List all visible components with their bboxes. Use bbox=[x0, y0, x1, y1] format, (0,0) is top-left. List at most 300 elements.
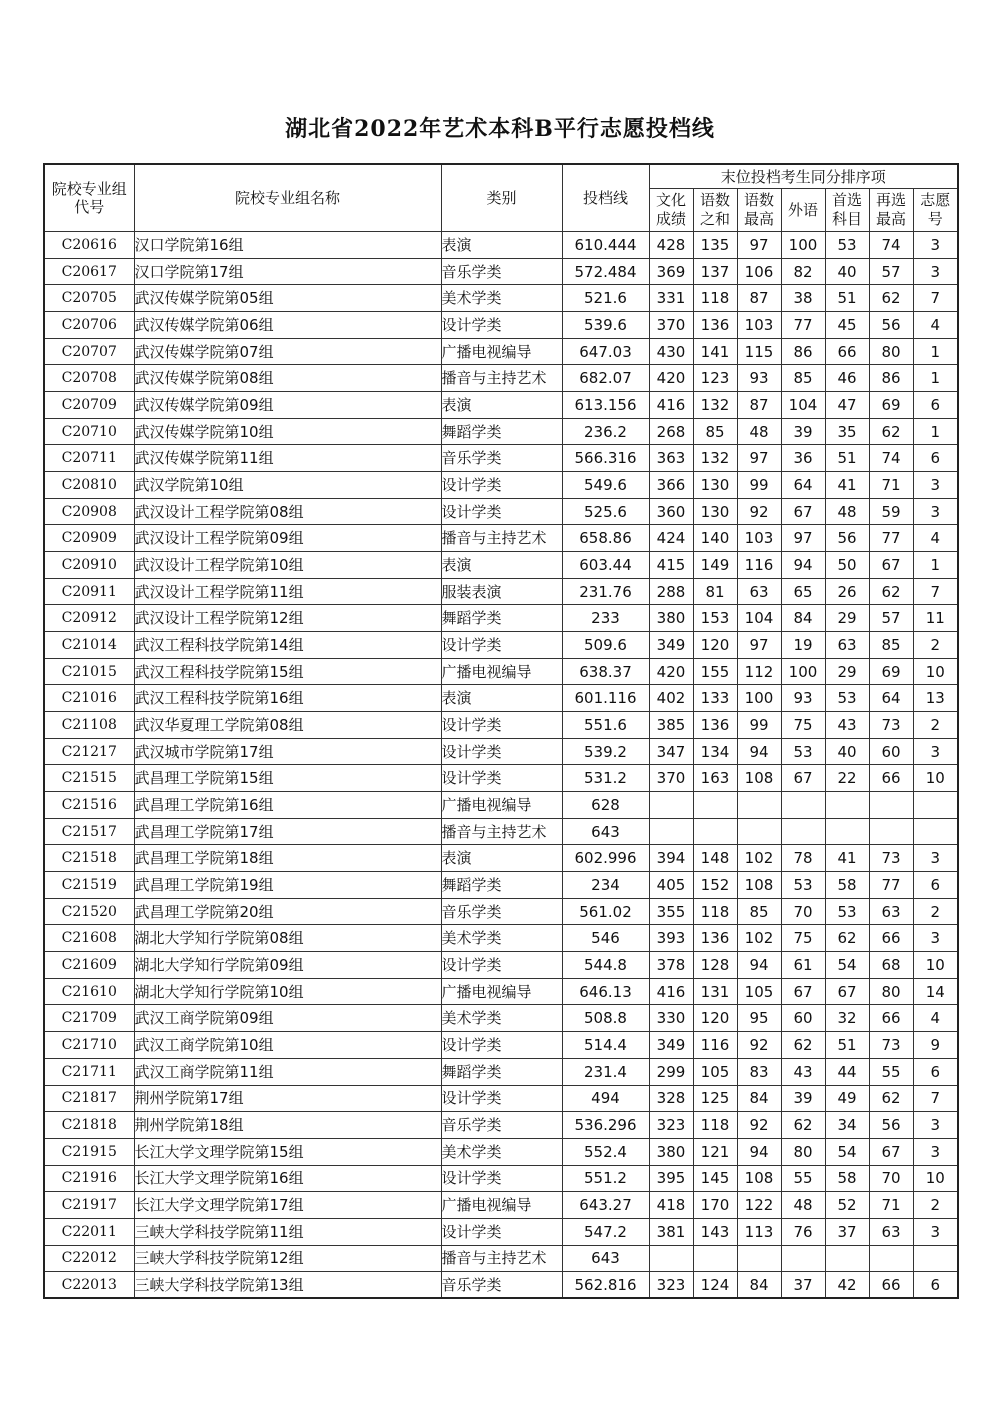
group-name-cell: 武汉设计工程学院第08组 bbox=[134, 498, 441, 525]
first-subject-cell: 26 bbox=[825, 578, 869, 605]
chinese-math-max-cell: 92 bbox=[737, 498, 781, 525]
second-subject-max-cell: 64 bbox=[869, 685, 913, 712]
group-code-cell: C20912 bbox=[44, 605, 134, 632]
group-name-cell: 湖北大学知行学院第08组 bbox=[134, 925, 441, 952]
first-subject-cell: 41 bbox=[825, 845, 869, 872]
chinese-math-sum-cell: 124 bbox=[693, 1272, 737, 1299]
group-name-cell: 武昌理工学院第16组 bbox=[134, 792, 441, 819]
culture-score-cell: 363 bbox=[649, 445, 693, 472]
preference-no-cell: 3 bbox=[913, 1112, 958, 1139]
foreign-language-cell: 55 bbox=[781, 1165, 825, 1192]
header-code: 院校专业组代号 bbox=[44, 164, 134, 232]
group-name-cell: 武昌理工学院第18组 bbox=[134, 845, 441, 872]
table-row bbox=[44, 898, 958, 925]
foreign-language-cell: 39 bbox=[781, 1085, 825, 1112]
category-cell: 广播电视编导 bbox=[441, 792, 562, 819]
group-name-cell: 汉口学院第16组 bbox=[134, 232, 441, 259]
group-name-cell: 武汉工商学院第09组 bbox=[134, 1005, 441, 1032]
chinese-math-sum-cell: 143 bbox=[693, 1218, 737, 1245]
first-subject-cell: 22 bbox=[825, 765, 869, 792]
chinese-math-max-cell: 108 bbox=[737, 1165, 781, 1192]
group-name-cell: 武汉华夏理工学院第08组 bbox=[134, 712, 441, 739]
score-line-cell: 525.6 bbox=[562, 498, 649, 525]
category-cell: 音乐学类 bbox=[441, 1112, 562, 1139]
foreign-language-cell: 39 bbox=[781, 418, 825, 445]
culture-score-cell: 268 bbox=[649, 418, 693, 445]
chinese-math-sum-cell: 123 bbox=[693, 365, 737, 392]
chinese-math-max-cell: 95 bbox=[737, 1005, 781, 1032]
preference-no-cell bbox=[913, 818, 958, 845]
score-line-cell: 546 bbox=[562, 925, 649, 952]
foreign-language-cell: 43 bbox=[781, 1058, 825, 1085]
group-code-cell: C21608 bbox=[44, 925, 134, 952]
culture-score-cell: 385 bbox=[649, 712, 693, 739]
table-row bbox=[44, 712, 958, 739]
preference-no-cell: 3 bbox=[913, 472, 958, 499]
score-line-cell: 539.2 bbox=[562, 738, 649, 765]
score-line-cell: 551.6 bbox=[562, 712, 649, 739]
group-name-cell: 汉口学院第17组 bbox=[134, 258, 441, 285]
category-cell: 设计学类 bbox=[441, 472, 562, 499]
second-subject-max-cell: 57 bbox=[869, 258, 913, 285]
chinese-math-max-cell: 122 bbox=[737, 1192, 781, 1219]
chinese-math-sum-cell bbox=[693, 792, 737, 819]
second-subject-max-cell: 57 bbox=[869, 605, 913, 632]
foreign-language-cell: 76 bbox=[781, 1218, 825, 1245]
culture-score-cell: 330 bbox=[649, 1005, 693, 1032]
group-code-cell: C20708 bbox=[44, 365, 134, 392]
chinese-math-max-cell: 63 bbox=[737, 578, 781, 605]
chinese-math-sum-cell: 155 bbox=[693, 658, 737, 685]
category-cell: 音乐学类 bbox=[441, 445, 562, 472]
culture-score-cell: 416 bbox=[649, 978, 693, 1005]
chinese-math-max-cell: 116 bbox=[737, 552, 781, 579]
group-name-cell: 武汉城市学院第17组 bbox=[134, 738, 441, 765]
header-name: 院校专业组名称 bbox=[134, 164, 441, 232]
second-subject-max-cell: 68 bbox=[869, 952, 913, 979]
score-line-cell: 551.2 bbox=[562, 1165, 649, 1192]
score-line-cell: 603.44 bbox=[562, 552, 649, 579]
group-name-cell: 武汉学院第10组 bbox=[134, 472, 441, 499]
score-line-cell: 628 bbox=[562, 792, 649, 819]
foreign-language-cell: 38 bbox=[781, 285, 825, 312]
foreign-language-cell: 75 bbox=[781, 712, 825, 739]
second-subject-max-cell: 69 bbox=[869, 658, 913, 685]
preference-no-cell: 3 bbox=[913, 925, 958, 952]
table-row bbox=[44, 792, 958, 819]
group-name-cell: 荆州学院第17组 bbox=[134, 1085, 441, 1112]
header-category: 类别 bbox=[441, 164, 562, 232]
first-subject-cell: 51 bbox=[825, 445, 869, 472]
second-subject-max-cell: 80 bbox=[869, 338, 913, 365]
culture-score-cell: 380 bbox=[649, 1138, 693, 1165]
score-line-cell: 643.27 bbox=[562, 1192, 649, 1219]
table-row bbox=[44, 578, 958, 605]
first-subject-cell: 66 bbox=[825, 338, 869, 365]
chinese-math-sum-cell: 128 bbox=[693, 952, 737, 979]
first-subject-cell: 51 bbox=[825, 285, 869, 312]
first-subject-cell: 53 bbox=[825, 898, 869, 925]
culture-score-cell: 405 bbox=[649, 872, 693, 899]
preference-no-cell: 7 bbox=[913, 285, 958, 312]
first-subject-cell: 41 bbox=[825, 472, 869, 499]
foreign-language-cell: 48 bbox=[781, 1192, 825, 1219]
score-line-cell: 646.13 bbox=[562, 978, 649, 1005]
group-name-cell: 武汉工程科技学院第15组 bbox=[134, 658, 441, 685]
score-line-cell: 638.37 bbox=[562, 658, 649, 685]
group-name-cell: 武汉工商学院第11组 bbox=[134, 1058, 441, 1085]
category-cell: 舞蹈学类 bbox=[441, 418, 562, 445]
group-code-cell: C21517 bbox=[44, 818, 134, 845]
category-cell: 播音与主持艺术 bbox=[441, 818, 562, 845]
first-subject-cell: 40 bbox=[825, 738, 869, 765]
group-code-cell: C22013 bbox=[44, 1272, 134, 1299]
second-subject-max-cell: 66 bbox=[869, 925, 913, 952]
score-line-cell: 536.296 bbox=[562, 1112, 649, 1139]
score-line-cell: 601.116 bbox=[562, 685, 649, 712]
group-name-cell: 湖北大学知行学院第10组 bbox=[134, 978, 441, 1005]
second-subject-max-cell: 74 bbox=[869, 445, 913, 472]
header-sub: 外语 bbox=[781, 189, 825, 232]
chinese-math-sum-cell: 121 bbox=[693, 1138, 737, 1165]
second-subject-max-cell bbox=[869, 792, 913, 819]
preference-no-cell: 6 bbox=[913, 1272, 958, 1299]
table-row bbox=[44, 498, 958, 525]
category-cell: 美术学类 bbox=[441, 1138, 562, 1165]
chinese-math-sum-cell: 118 bbox=[693, 898, 737, 925]
culture-score-cell: 288 bbox=[649, 578, 693, 605]
second-subject-max-cell bbox=[869, 1245, 913, 1272]
chinese-math-sum-cell: 153 bbox=[693, 605, 737, 632]
culture-score-cell: 355 bbox=[649, 898, 693, 925]
group-name-cell: 武昌理工学院第20组 bbox=[134, 898, 441, 925]
group-code-cell: C21518 bbox=[44, 845, 134, 872]
table-row bbox=[44, 312, 958, 339]
table-body bbox=[44, 232, 958, 1299]
chinese-math-sum-cell: 135 bbox=[693, 232, 737, 259]
foreign-language-cell: 61 bbox=[781, 952, 825, 979]
category-cell: 广播电视编导 bbox=[441, 1192, 562, 1219]
culture-score-cell: 323 bbox=[649, 1112, 693, 1139]
culture-score-cell: 360 bbox=[649, 498, 693, 525]
header-sub: 志愿号 bbox=[913, 189, 958, 232]
chinese-math-max-cell: 94 bbox=[737, 952, 781, 979]
first-subject-cell: 56 bbox=[825, 525, 869, 552]
preference-no-cell: 3 bbox=[913, 845, 958, 872]
culture-score-cell: 378 bbox=[649, 952, 693, 979]
first-subject-cell: 45 bbox=[825, 312, 869, 339]
second-subject-max-cell: 62 bbox=[869, 578, 913, 605]
preference-no-cell: 1 bbox=[913, 552, 958, 579]
culture-score-cell: 415 bbox=[649, 552, 693, 579]
preference-no-cell: 2 bbox=[913, 898, 958, 925]
foreign-language-cell: 67 bbox=[781, 498, 825, 525]
chinese-math-max-cell: 93 bbox=[737, 365, 781, 392]
second-subject-max-cell: 63 bbox=[869, 1218, 913, 1245]
chinese-math-max-cell: 84 bbox=[737, 1085, 781, 1112]
first-subject-cell: 44 bbox=[825, 1058, 869, 1085]
group-name-cell: 武汉设计工程学院第10组 bbox=[134, 552, 441, 579]
chinese-math-max-cell: 92 bbox=[737, 1112, 781, 1139]
group-code-cell: C21014 bbox=[44, 632, 134, 659]
score-line-cell: 602.996 bbox=[562, 845, 649, 872]
score-line-cell: 561.02 bbox=[562, 898, 649, 925]
table-row bbox=[44, 605, 958, 632]
chinese-math-sum-cell: 149 bbox=[693, 552, 737, 579]
score-line-cell: 643 bbox=[562, 1245, 649, 1272]
group-name-cell: 武汉传媒学院第08组 bbox=[134, 365, 441, 392]
score-line-cell: 658.86 bbox=[562, 525, 649, 552]
score-line-cell: 552.4 bbox=[562, 1138, 649, 1165]
group-code-cell: C20617 bbox=[44, 258, 134, 285]
table-row bbox=[44, 338, 958, 365]
foreign-language-cell: 67 bbox=[781, 978, 825, 1005]
group-name-cell: 武汉工商学院第10组 bbox=[134, 1032, 441, 1059]
category-cell: 设计学类 bbox=[441, 1032, 562, 1059]
category-cell: 广播电视编导 bbox=[441, 338, 562, 365]
table-row bbox=[44, 872, 958, 899]
foreign-language-cell: 62 bbox=[781, 1032, 825, 1059]
category-cell: 音乐学类 bbox=[441, 258, 562, 285]
chinese-math-max-cell: 84 bbox=[737, 1272, 781, 1299]
group-code-cell: C20911 bbox=[44, 578, 134, 605]
first-subject-cell: 34 bbox=[825, 1112, 869, 1139]
group-code-cell: C20705 bbox=[44, 285, 134, 312]
foreign-language-cell: 67 bbox=[781, 765, 825, 792]
table-row bbox=[44, 552, 958, 579]
table-row bbox=[44, 1005, 958, 1032]
table-row bbox=[44, 1138, 958, 1165]
category-cell: 服装表演 bbox=[441, 578, 562, 605]
culture-score-cell bbox=[649, 818, 693, 845]
category-cell: 音乐学类 bbox=[441, 898, 562, 925]
culture-score-cell: 394 bbox=[649, 845, 693, 872]
group-name-cell: 武昌理工学院第19组 bbox=[134, 872, 441, 899]
score-line-cell: 236.2 bbox=[562, 418, 649, 445]
score-line-cell: 514.4 bbox=[562, 1032, 649, 1059]
chinese-math-sum-cell: 81 bbox=[693, 578, 737, 605]
score-line-cell: 521.6 bbox=[562, 285, 649, 312]
score-line-cell: 566.316 bbox=[562, 445, 649, 472]
category-cell: 表演 bbox=[441, 845, 562, 872]
foreign-language-cell: 82 bbox=[781, 258, 825, 285]
chinese-math-max-cell bbox=[737, 818, 781, 845]
category-cell: 舞蹈学类 bbox=[441, 1058, 562, 1085]
group-name-cell: 荆州学院第18组 bbox=[134, 1112, 441, 1139]
group-name-cell: 三峡大学科技学院第13组 bbox=[134, 1272, 441, 1299]
chinese-math-sum-cell: 120 bbox=[693, 632, 737, 659]
group-code-cell: C20908 bbox=[44, 498, 134, 525]
chinese-math-sum-cell: 130 bbox=[693, 498, 737, 525]
culture-score-cell: 370 bbox=[649, 765, 693, 792]
score-line-cell: 613.156 bbox=[562, 392, 649, 419]
preference-no-cell: 3 bbox=[913, 1138, 958, 1165]
chinese-math-sum-cell: 141 bbox=[693, 338, 737, 365]
second-subject-max-cell: 59 bbox=[869, 498, 913, 525]
chinese-math-sum-cell: 170 bbox=[693, 1192, 737, 1219]
group-code-cell: C21520 bbox=[44, 898, 134, 925]
group-code-cell: C20710 bbox=[44, 418, 134, 445]
group-code-cell: C21710 bbox=[44, 1032, 134, 1059]
foreign-language-cell: 77 bbox=[781, 312, 825, 339]
culture-score-cell: 331 bbox=[649, 285, 693, 312]
first-subject-cell: 35 bbox=[825, 418, 869, 445]
culture-score-cell: 402 bbox=[649, 685, 693, 712]
preference-no-cell bbox=[913, 792, 958, 819]
category-cell: 表演 bbox=[441, 392, 562, 419]
foreign-language-cell: 100 bbox=[781, 232, 825, 259]
chinese-math-sum-cell: 136 bbox=[693, 712, 737, 739]
preference-no-cell: 2 bbox=[913, 1192, 958, 1219]
category-cell: 广播电视编导 bbox=[441, 978, 562, 1005]
foreign-language-cell: 65 bbox=[781, 578, 825, 605]
group-name-cell: 武汉设计工程学院第11组 bbox=[134, 578, 441, 605]
table-row bbox=[44, 445, 958, 472]
foreign-language-cell: 60 bbox=[781, 1005, 825, 1032]
table-row bbox=[44, 845, 958, 872]
culture-score-cell: 323 bbox=[649, 1272, 693, 1299]
chinese-math-sum-cell: 131 bbox=[693, 978, 737, 1005]
group-code-cell: C20616 bbox=[44, 232, 134, 259]
first-subject-cell: 63 bbox=[825, 632, 869, 659]
category-cell: 表演 bbox=[441, 552, 562, 579]
category-cell: 设计学类 bbox=[441, 1085, 562, 1112]
second-subject-max-cell: 66 bbox=[869, 765, 913, 792]
first-subject-cell: 37 bbox=[825, 1218, 869, 1245]
category-cell: 美术学类 bbox=[441, 285, 562, 312]
chinese-math-max-cell: 113 bbox=[737, 1218, 781, 1245]
table-row bbox=[44, 472, 958, 499]
first-subject-cell: 54 bbox=[825, 952, 869, 979]
chinese-math-sum-cell: 125 bbox=[693, 1085, 737, 1112]
foreign-language-cell: 100 bbox=[781, 658, 825, 685]
first-subject-cell: 62 bbox=[825, 925, 869, 952]
table-row bbox=[44, 738, 958, 765]
first-subject-cell: 53 bbox=[825, 232, 869, 259]
group-name-cell: 武昌理工学院第15组 bbox=[134, 765, 441, 792]
chinese-math-max-cell: 108 bbox=[737, 872, 781, 899]
header-sub: 文化成绩 bbox=[649, 189, 693, 232]
second-subject-max-cell: 63 bbox=[869, 898, 913, 925]
first-subject-cell: 42 bbox=[825, 1272, 869, 1299]
preference-no-cell: 2 bbox=[913, 712, 958, 739]
header-score: 投档线 bbox=[562, 164, 649, 232]
second-subject-max-cell: 73 bbox=[869, 845, 913, 872]
chinese-math-max-cell: 85 bbox=[737, 898, 781, 925]
second-subject-max-cell: 70 bbox=[869, 1165, 913, 1192]
group-code-cell: C20709 bbox=[44, 392, 134, 419]
chinese-math-max-cell: 108 bbox=[737, 765, 781, 792]
preference-no-cell: 6 bbox=[913, 872, 958, 899]
group-code-cell: C21015 bbox=[44, 658, 134, 685]
category-cell: 广播电视编导 bbox=[441, 658, 562, 685]
score-line-cell: 647.03 bbox=[562, 338, 649, 365]
score-line-cell: 531.2 bbox=[562, 765, 649, 792]
group-name-cell: 武汉传媒学院第06组 bbox=[134, 312, 441, 339]
second-subject-max-cell: 62 bbox=[869, 1085, 913, 1112]
table-row bbox=[44, 418, 958, 445]
group-name-cell: 长江大学文理学院第16组 bbox=[134, 1165, 441, 1192]
group-name-cell: 长江大学文理学院第17组 bbox=[134, 1192, 441, 1219]
table-row bbox=[44, 232, 958, 259]
chinese-math-max-cell: 87 bbox=[737, 392, 781, 419]
second-subject-max-cell: 55 bbox=[869, 1058, 913, 1085]
first-subject-cell: 49 bbox=[825, 1085, 869, 1112]
preference-no-cell: 4 bbox=[913, 525, 958, 552]
score-line-cell: 231.4 bbox=[562, 1058, 649, 1085]
first-subject-cell: 58 bbox=[825, 1165, 869, 1192]
second-subject-max-cell: 74 bbox=[869, 232, 913, 259]
admission-score-table bbox=[43, 163, 959, 1299]
group-name-cell: 武汉工程科技学院第16组 bbox=[134, 685, 441, 712]
first-subject-cell bbox=[825, 1245, 869, 1272]
score-line-cell: 539.6 bbox=[562, 312, 649, 339]
foreign-language-cell: 85 bbox=[781, 365, 825, 392]
table-row bbox=[44, 1112, 958, 1139]
chinese-math-max-cell: 100 bbox=[737, 685, 781, 712]
category-cell: 设计学类 bbox=[441, 632, 562, 659]
chinese-math-max-cell: 94 bbox=[737, 1138, 781, 1165]
group-name-cell: 三峡大学科技学院第12组 bbox=[134, 1245, 441, 1272]
table-row bbox=[44, 952, 958, 979]
table-row bbox=[44, 818, 958, 845]
group-code-cell: C22011 bbox=[44, 1218, 134, 1245]
second-subject-max-cell bbox=[869, 818, 913, 845]
preference-no-cell: 1 bbox=[913, 338, 958, 365]
second-subject-max-cell: 71 bbox=[869, 1192, 913, 1219]
second-subject-max-cell: 66 bbox=[869, 1272, 913, 1299]
foreign-language-cell: 97 bbox=[781, 525, 825, 552]
chinese-math-max-cell: 103 bbox=[737, 525, 781, 552]
group-code-cell: C21609 bbox=[44, 952, 134, 979]
table-row bbox=[44, 392, 958, 419]
table-row bbox=[44, 258, 958, 285]
score-line-cell: 508.8 bbox=[562, 1005, 649, 1032]
group-code-cell: C21217 bbox=[44, 738, 134, 765]
second-subject-max-cell: 56 bbox=[869, 1112, 913, 1139]
preference-no-cell: 4 bbox=[913, 1005, 958, 1032]
second-subject-max-cell: 73 bbox=[869, 712, 913, 739]
foreign-language-cell: 94 bbox=[781, 552, 825, 579]
category-cell: 美术学类 bbox=[441, 925, 562, 952]
category-cell: 播音与主持艺术 bbox=[441, 1245, 562, 1272]
group-name-cell: 武汉传媒学院第11组 bbox=[134, 445, 441, 472]
header-sub: 再选最高 bbox=[869, 189, 913, 232]
chinese-math-max-cell bbox=[737, 1245, 781, 1272]
preference-no-cell: 11 bbox=[913, 605, 958, 632]
table-row bbox=[44, 685, 958, 712]
foreign-language-cell: 53 bbox=[781, 872, 825, 899]
group-code-cell: C21817 bbox=[44, 1085, 134, 1112]
culture-score-cell: 428 bbox=[649, 232, 693, 259]
second-subject-max-cell: 71 bbox=[869, 472, 913, 499]
culture-score-cell bbox=[649, 792, 693, 819]
group-name-cell: 武昌理工学院第17组 bbox=[134, 818, 441, 845]
chinese-math-max-cell: 115 bbox=[737, 338, 781, 365]
table-row bbox=[44, 925, 958, 952]
chinese-math-max-cell: 106 bbox=[737, 258, 781, 285]
preference-no-cell: 7 bbox=[913, 578, 958, 605]
score-line-cell: 233 bbox=[562, 605, 649, 632]
first-subject-cell: 29 bbox=[825, 658, 869, 685]
culture-score-cell: 349 bbox=[649, 1032, 693, 1059]
first-subject-cell: 58 bbox=[825, 872, 869, 899]
foreign-language-cell: 104 bbox=[781, 392, 825, 419]
second-subject-max-cell: 67 bbox=[869, 552, 913, 579]
chinese-math-max-cell: 102 bbox=[737, 845, 781, 872]
table-row bbox=[44, 1192, 958, 1219]
chinese-math-max-cell: 97 bbox=[737, 232, 781, 259]
